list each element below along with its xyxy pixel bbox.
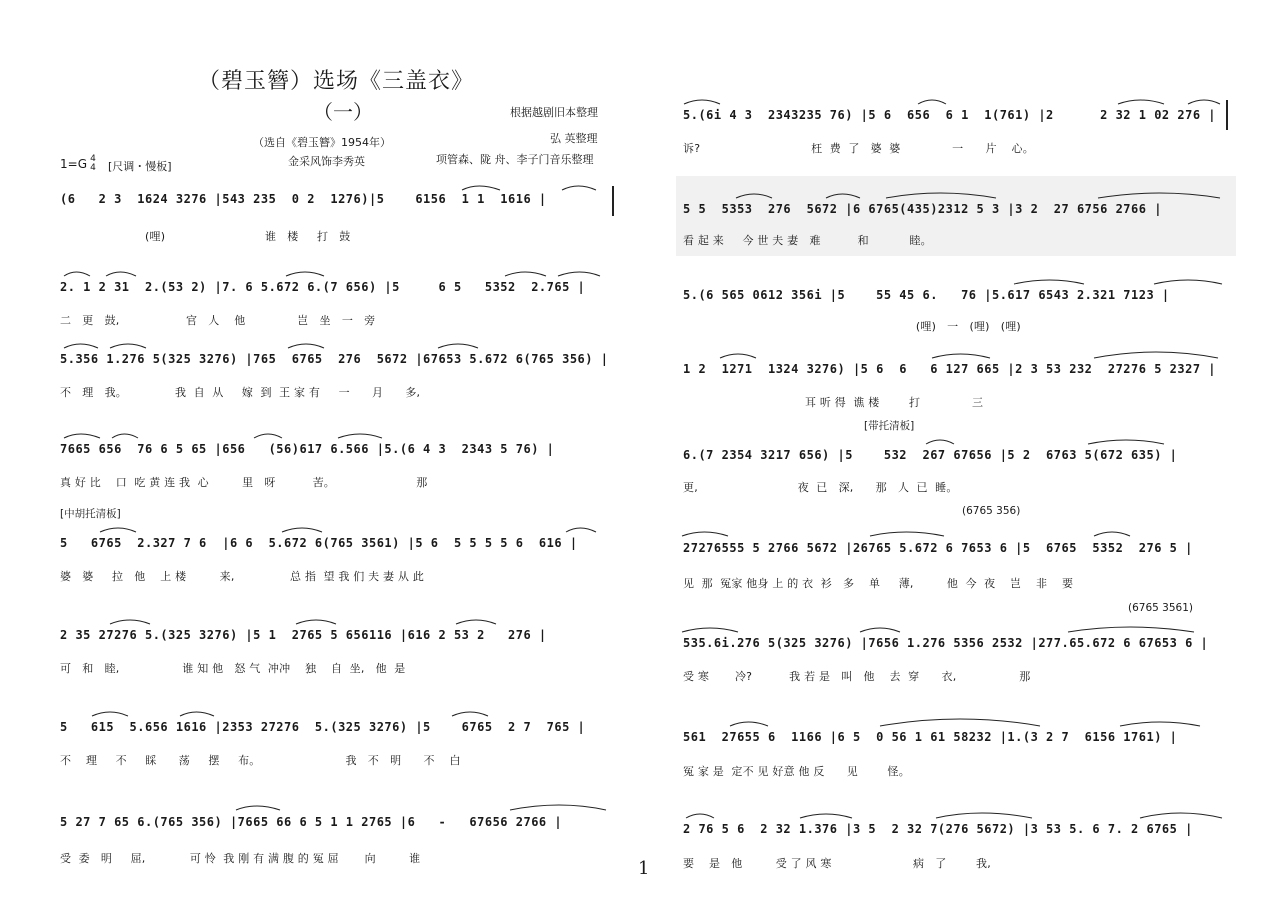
right-lyrics-7: 受 寒 冷? 我 若 是 叫 他 去 穿 衣, 那 <box>683 670 1031 683</box>
left-notes-2: 2. 1 2 31 2.(53 2) |7. 6 5.672 6.(7 656) |5 6 5 5352 2.765 | <box>60 280 586 294</box>
singer-note: 金采风饰李秀英 <box>288 155 365 168</box>
right-column-rule <box>1226 100 1228 130</box>
right-above-marking-2: (6765 3561) <box>1128 602 1193 614</box>
page-subtitle: （一） <box>313 100 373 124</box>
time-signature <box>88 155 98 173</box>
left-lyrics-7: 不 理 不 睬 荡 摆 布。 我 不 明 不 白 <box>60 754 461 767</box>
credit-line-1: 根据越剧旧本整理 <box>510 106 598 119</box>
right-above-marking-1: (6765 356) <box>962 505 1021 517</box>
time-signature-top: 4 <box>90 154 96 164</box>
left-lyrics-2: 二 更 鼓, 官 人 他 岂 坐 一 旁 <box>60 314 376 327</box>
right-lyrics-1: 诉? 枉 费 了 婆 婆 一 片 心。 <box>683 142 1034 155</box>
right-lyrics-5: 更, 夜 已 深, 那 人 已 睡。 <box>683 481 958 494</box>
right-banhu-marking: [带托清板] <box>864 420 915 432</box>
right-notes-7: 535.6i.276 5(325 3276) |7656 1.276 5356 2532 |277.65.672 6 67653 6 | <box>683 636 1209 650</box>
right-lyrics-4: 耳 听 得 谯 楼 打 三 <box>683 396 984 409</box>
right-notes-8: 561 27655 6 1166 |6 5 0 56 1 61 58232 |1.(3 2 7 6156 1761) | <box>683 730 1178 744</box>
right-lyrics-8: 冤 家 是 定不 见 好意 他 反 见 怪。 <box>683 765 910 778</box>
right-notes-1: 5.(6i 4 3 2343235 76) |5 6 656 6 1 1(761) |2 2 32 1 02 276 | <box>683 108 1216 122</box>
left-lyrics-3: 不 理 我。 我 自 从 嫁 到 王 家 有 一 月 多, <box>60 386 421 399</box>
right-notes-5: 6.(7 2354 3217 656) |5 532 267 67656 |5 2 6763 5(672 635) | <box>683 448 1178 462</box>
left-lyrics-6: 可 和 睦, 谁 知 他 怒 气 冲冲 独 自 坐, 他 是 <box>60 662 406 675</box>
page-number: 1 <box>638 858 650 879</box>
left-notes-7: 5 615 5.656 1616 |2353 27276 5.(325 3276) |5 6765 2 7 765 | <box>60 720 586 734</box>
left-notes-5: 5 6765 2.327 7 6 |6 6 5.672 6(765 3561) |5 6 5 5 5 5 6 616 | <box>60 536 578 550</box>
left-notes-6: 2 35 27276 5.(325 3276) |5 1 2765 5 656116 |616 2 53 2 276 | <box>60 628 547 642</box>
right-notes-6: 27276555 5 2766 5672 |26765 5.672 6 7653 6 |5 6765 5352 276 5 | <box>683 541 1193 555</box>
left-notes-3: 5.356 1.276 5(325 3276) |765 6765 276 5672 |67653 5.672 6(765 356) | <box>60 352 609 366</box>
right-notes-9: 2 76 5 6 2 32 1.376 |3 5 2 32 7(276 5672) |3 53 5. 6 7. 2 6765 | <box>683 822 1193 836</box>
right-lyrics-2: 看 起 来 今 世 夫 妻 难 和 睦。 <box>683 234 932 247</box>
left-banhu-marking: [中胡托清板] <box>60 508 121 520</box>
credit-line-2: 弘 英整理 <box>550 132 598 145</box>
right-lyrics-3: (哩) 一 (哩) (哩) <box>683 320 1021 333</box>
source-note: （选自《碧玉簪》1954年） <box>253 136 391 149</box>
mode-marking: [尺调・慢板] <box>108 160 172 173</box>
key-signature: 1=G <box>60 157 87 171</box>
right-lyrics-9: 要 是 他 受 了 风 寒 病 了 我, <box>683 857 991 870</box>
right-lyrics-6: 见 那 冤家 他身 上 的 衣 衫 多 单 薄, 他 今 夜 岂 非 要 <box>683 577 1074 590</box>
right-notes-4: 1 2 1271 1324 3276) |5 6 6 6 127 665 |2 3 53 232 27276 5 2327 | <box>683 362 1216 376</box>
left-lyrics-1: (哩) 谁 楼 打 鼓 <box>60 230 351 243</box>
left-notes-4: 7665 656 76 6 5 65 |656 (56)617 6.566 |5.(6 4 3 2343 5 76) | <box>60 442 555 456</box>
right-notes-2: 5 5 5353 276 5672 |6 6765(435)2312 5 3 |3 2 27 6756 2766 | <box>683 202 1162 216</box>
left-notes-1: (6 2 3 1624 3276 |543 235 0 2 1276)|5 6156 1 1 1616 | <box>60 192 547 206</box>
left-notes-8: 5 27 7 65 6.(765 356) |7665 66 6 5 1 1 2765 |6 - 67656 2766 | <box>60 815 563 829</box>
time-signature-bottom: 4 <box>90 163 96 173</box>
left-lyrics-4: 真 好 比 口 吃 黄 连 我 心 里 呀 苦。 那 <box>60 476 428 489</box>
page-title: （碧玉簪）选场《三盖衣》 <box>198 69 475 94</box>
credit-line-3: 项管森、陇 舟、李子门音乐整理 <box>436 153 594 166</box>
left-lyrics-8: 受 委 明 屈, 可 怜 我 刚 有 满 腹 的 冤 屈 向 谁 <box>60 852 421 865</box>
left-lyrics-5: 婆 婆 拉 他 上 楼 来, 总 指 望 我 们 夫 妻 从 此 <box>60 570 425 583</box>
left-column-rule <box>612 186 614 216</box>
right-notes-3: 5.(6 565 0612 356i |5 55 45 6. 76 |5.617 6543 2.321 7123 | <box>683 288 1170 302</box>
